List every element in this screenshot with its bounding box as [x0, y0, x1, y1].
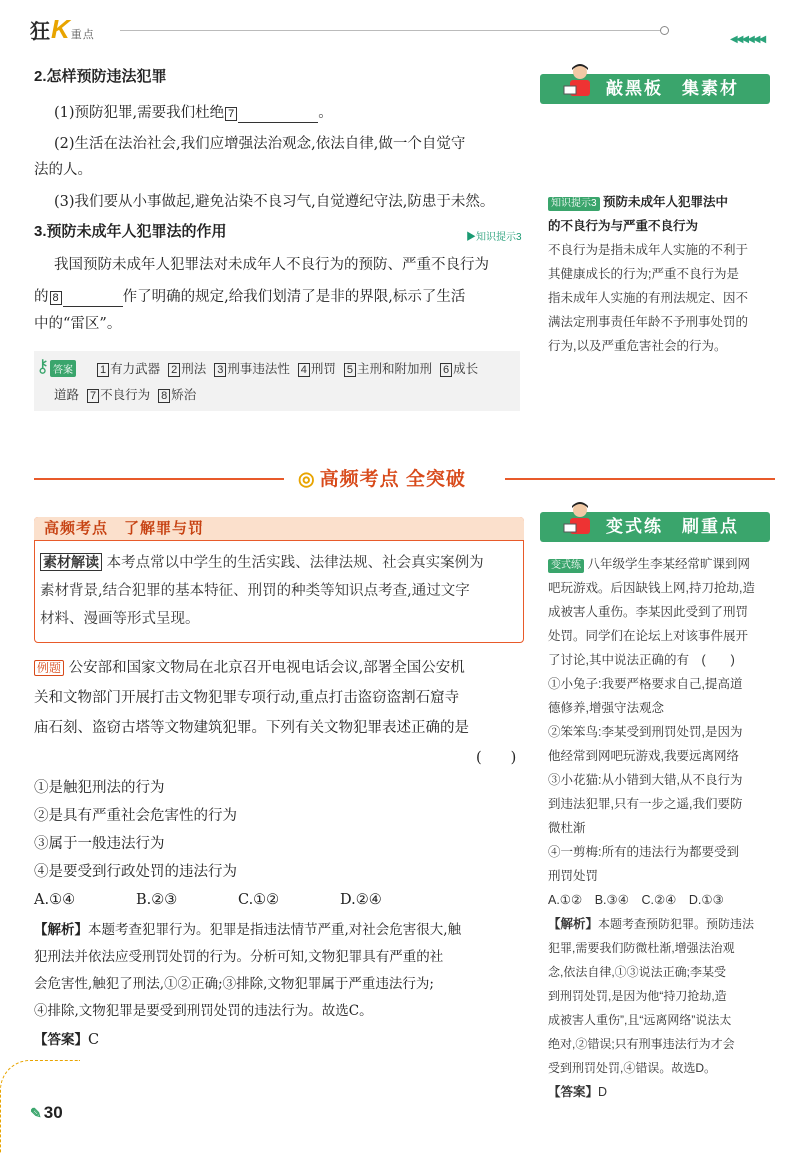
section2-line1	[54, 102, 333, 123]
answer-value: D	[598, 1085, 608, 1099]
header-rule	[120, 30, 660, 31]
answer-number: 6	[440, 363, 452, 377]
side2-line-first	[548, 552, 750, 576]
variant-tag: 变式练	[548, 559, 584, 573]
side2-answer	[548, 1080, 607, 1104]
analysis-label: 【解析】	[548, 917, 599, 931]
side2-line: 微杜渐	[548, 821, 586, 835]
side-banner-title: 变式练 刷重点	[606, 517, 739, 536]
answer-value: C	[88, 1032, 100, 1048]
side1-line: 行为,以及严重危害社会的行为。	[548, 339, 727, 353]
answer-text: 有力武器	[110, 362, 161, 376]
side2-line-text: 八年级学生李某经常旷课到网	[587, 557, 750, 571]
analysis-text: 本题考查犯罪行为。犯罪是指违法情节严重,对社会危害很大,触	[88, 922, 462, 938]
choice-b: B.②③	[136, 892, 178, 908]
hf-line1	[40, 551, 484, 574]
side2-analysis-line: 到刑罚处罚,是因为他“持刀抢劫,造	[548, 989, 727, 1003]
answer-number: 1	[97, 363, 109, 377]
material-tag: 素材解读	[40, 553, 102, 571]
hf-line3: 材料、漫画等形式呈现。	[40, 611, 200, 627]
student-icon	[562, 500, 598, 542]
side1-line: 满法定刑事责任年龄不予刑事处罚的	[548, 315, 749, 329]
section2-line3: 法的人。	[34, 162, 92, 178]
student-icon	[562, 62, 598, 104]
hf-line1-text: 本考点常以中学生的生活实践、法律法规、社会真实案例为	[106, 555, 484, 571]
section-rule-left	[34, 478, 284, 480]
side2-analysis-line: 成被害人重伤”,且“远离网络”说法太	[548, 1013, 732, 1027]
example-analysis-line: 会危害性,触犯了刑法,①②正确;③排除,文物犯罪属于严重违法行为;	[34, 976, 434, 992]
answer-text: 主刑和附加刑	[357, 362, 433, 376]
answer-row-1	[96, 360, 478, 378]
knowledge-tip-tag: 知识提示3	[548, 197, 600, 211]
page-number-text: 30	[43, 1103, 63, 1122]
answer-number: 3	[214, 363, 226, 377]
section-heading-label	[298, 464, 466, 491]
answer-text: 道路	[54, 388, 80, 402]
knowledge-tip-link[interactable]: ▶知识提示3	[466, 232, 522, 243]
answer-number: 4	[298, 363, 310, 377]
choice-c: C.①②	[238, 892, 280, 908]
side1-line: 不良行为是指未成年人实施的不利于	[548, 243, 749, 257]
choice-a: A.①④	[34, 892, 76, 908]
hf-head: 高频考点 了解罪与罚	[34, 517, 524, 541]
logo-prefix: 狂	[30, 21, 51, 43]
example-line2: 关和文物部门开展打击文物犯罪专项行动,重点打击盗窃盗割石窟寺	[34, 690, 460, 706]
header-dot	[660, 26, 669, 35]
example-option: ④是要受到行政处罚的违法行为	[34, 864, 237, 880]
side2-analysis-line: 绝对,②错误;只有刑事违法行为才会	[548, 1037, 735, 1051]
side2-line: 处罚。同学们在论坛上对该事件展开	[548, 629, 749, 643]
example-line1	[34, 658, 465, 678]
analysis-label: 【解析】	[34, 922, 88, 937]
side2-line: ①小兔子:我要严格要求自己,提高道	[548, 677, 743, 691]
page-number	[30, 1103, 63, 1123]
answer-number: 8	[158, 389, 170, 403]
logo-k: K	[51, 14, 71, 44]
side2-analysis-line: 念,依法自律,①③说法正确;李某受	[548, 965, 727, 979]
side2-line: ②笨笨鸟:李某受到刑罚处罚,是因为	[548, 725, 743, 739]
side2-line: 到违法犯罪,只有一步之遥,我们要防	[548, 797, 743, 811]
blank-number: 7	[225, 107, 237, 121]
side1-line: 指未成年人实施的有刑法规定、因不	[548, 291, 749, 305]
brand-logo	[30, 14, 95, 45]
side2-line: ③小花猫:从小错到大错,从不良行为	[548, 773, 743, 787]
answer-label: 【答案】	[548, 1085, 599, 1099]
example-option: ③属于一般违法行为	[34, 836, 165, 852]
side2-line: 刑罚处罚	[548, 869, 599, 883]
side-banner-blackboard	[540, 74, 770, 104]
section3-line3: 中的“雷区”。	[34, 316, 122, 332]
example-analysis-line: ④排除,文物犯罪是要受到刑罚处罚的违法行为。故选C。	[34, 1003, 373, 1019]
text-span: 。	[318, 105, 333, 121]
answer-text: 成长	[453, 362, 479, 376]
example-line1-text: 公安部和国家文物局在北京召开电视电话会议,部署全国公安机	[68, 660, 465, 676]
section3-line2	[34, 286, 465, 307]
answer-text: 不良行为	[100, 388, 151, 402]
example-analysis-line: 犯刑法并依法应受刑罚处罚的行为。分析可知,文物犯罪具有严重的社	[34, 949, 444, 965]
side2-line: 德修养,增强守法观念	[548, 701, 664, 715]
answer-text: 刑事违法性	[227, 362, 290, 376]
section2-line4: (3)我们要从小事做起,避免沾染不良习气,自觉遵纪守法,防患于未然。	[54, 194, 495, 210]
side2-line: 他经常到网吧玩游戏,我要远离网络	[548, 749, 739, 763]
side1-title-b: 的不良行为与严重不良行为	[548, 219, 699, 233]
analysis-text: 本题考查预防犯罪。预防违法	[598, 917, 755, 931]
logo-suffix: 重点	[70, 29, 95, 41]
example-tag: 例题	[34, 660, 64, 676]
section2-line2: (2)生活在法治社会,我们应增强法治观念,依法自律,做一个自觉守	[54, 136, 466, 152]
side2-line: 吧玩游戏。后因缺钱上网,持刀抢劫,造	[548, 581, 755, 595]
pencil-icon: ✎	[30, 1105, 42, 1121]
section3-title: 3.预防未成年人犯罪法的作用	[34, 223, 227, 240]
side1-title-a: 预防未成年人犯罪法中	[603, 195, 729, 209]
text-span: 作了明确的规定,给我们划清了是非的界限,标示了生活	[122, 289, 466, 305]
side1-line: 其健康成长的行为;严重不良行为是	[548, 267, 739, 281]
page-header	[0, 0, 800, 52]
side2-line: ④一剪梅:所有的违法行为都要受到	[548, 845, 739, 859]
key-icon: ⚷	[36, 356, 50, 377]
side2-analysis-first	[548, 912, 754, 936]
example-answer	[34, 1030, 99, 1050]
answer-text: 矫治	[171, 388, 197, 402]
section-heading	[0, 458, 800, 498]
section3-line1: 我国预防未成年人犯罪法对未成年人不良行为的预防、严重不良行为	[54, 257, 489, 273]
answer-key-label: 答案	[50, 360, 76, 377]
side2-choices: A.①② B.③④ C.②④ D.①③	[548, 893, 724, 907]
example-paren: ( )	[476, 750, 517, 766]
example-option: ①是触犯刑法的行为	[34, 780, 165, 796]
side2-line: 成被害人重伤。李某因此受到了刑罚	[548, 605, 749, 619]
choice-d: D.②④	[340, 892, 382, 908]
answer-number: 7	[87, 389, 99, 403]
section-heading-text: 高频考点 全突破	[319, 469, 466, 490]
blank-number: 8	[50, 291, 62, 305]
answer-label: 【答案】	[34, 1032, 88, 1047]
example-line3: 庙石刻、盗窃古塔等文物建筑犯罪。下列有关文物犯罪表述正确的是	[34, 720, 469, 736]
side-banner-variant	[540, 512, 770, 542]
example-choices	[34, 890, 382, 910]
side-banner-title: 敲黑板 集素材	[606, 79, 739, 98]
hf-line2: 素材背景,结合犯罪的基本特征、刑罚的种类等知识点考查,通过文字	[40, 583, 470, 599]
answer-number: 5	[344, 363, 356, 377]
fill-blank	[238, 102, 318, 123]
answer-text: 刑罚	[310, 362, 336, 376]
answer-row-2	[54, 386, 196, 404]
fill-blank	[63, 286, 123, 307]
side2-analysis-line: 犯罪,需要我们防微杜渐,增强法治观	[548, 941, 735, 955]
answer-text: 刑法	[181, 362, 207, 376]
swirl-icon: ◎	[298, 469, 316, 490]
text-span: (1)预防犯罪,需要我们杜绝	[54, 105, 225, 121]
example-option: ②是具有严重社会危害性的行为	[34, 808, 237, 824]
section2-title: 2.怎样预防违法犯罪	[34, 68, 167, 85]
side2-line: 了讨论,其中说法正确的有 ( )	[548, 653, 735, 667]
example-analysis-line1	[34, 920, 461, 940]
text-span: 的	[34, 289, 49, 305]
section-rule-right	[505, 478, 775, 480]
side2-analysis-line: 受到刑罚处罚,④错误。故选D。	[548, 1061, 717, 1075]
answer-number: 2	[168, 363, 180, 377]
side1-title	[548, 190, 728, 214]
header-arrows-icon: ◀◀◀◀◀◀	[730, 34, 765, 45]
